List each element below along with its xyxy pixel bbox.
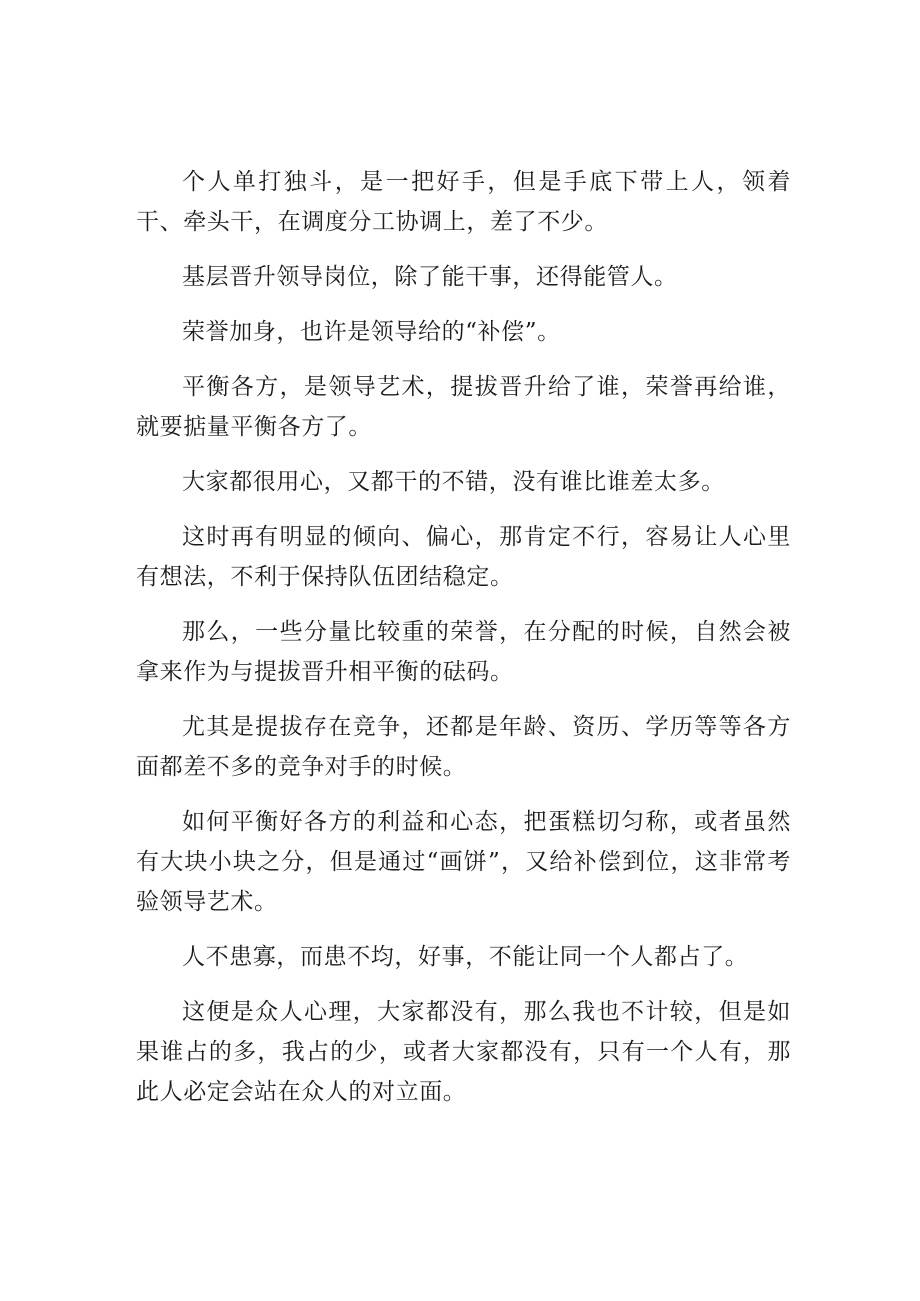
paragraph: 基层晋升领导岗位，除了能干事，还得能管人。 xyxy=(182,264,678,290)
paragraph: 如何平衡好各方的利益和心态，把蛋糕切匀称，或者虽然有大块小块之分，但是通过“画饼”，又给补偿到位，这非常考验领导艺术。 xyxy=(136,809,791,915)
paragraph: 这时再有明显的倾向、偏心，那肯定不行，容易让人心里有想法，不利于保持队伍团结稳定。 xyxy=(136,524,791,590)
paragraph: 尤其是提拔存在竞争，还都是年龄、资历、学历等等各方面都差不多的竞争对手的时候。 xyxy=(136,714,791,780)
paragraph: 这便是众人心理，大家都没有，那么我也不计较，但是如果谁占的多，我占的少，或者大家都没有，只有一个人有，那此人必定会站在众人的对立面。 xyxy=(136,999,791,1105)
paragraph: 个人单打独斗，是一把好手，但是手底下带上人，领着干、牵头干，在调度分工协调上，差了不少。 xyxy=(136,169,791,235)
paragraph: 那么，一些分量比较重的荣誉，在分配的时候，自然会被拿来作为与提拔晋升相平衡的砝码。 xyxy=(136,619,791,685)
document-body xyxy=(136,162,791,1127)
paragraph: 人不患寡，而患不均，好事，不能让同一个人都占了。 xyxy=(182,944,749,970)
paragraph: 大家都很用心，又都干的不错，没有谁比谁差太多。 xyxy=(182,469,725,495)
paragraph: 荣誉加身，也许是领导给的“补偿”。 xyxy=(182,319,561,345)
paragraph: 平衡各方，是领导艺术，提拔晋升给了谁，荣誉再给谁，就要掂量平衡各方了。 xyxy=(136,374,791,440)
